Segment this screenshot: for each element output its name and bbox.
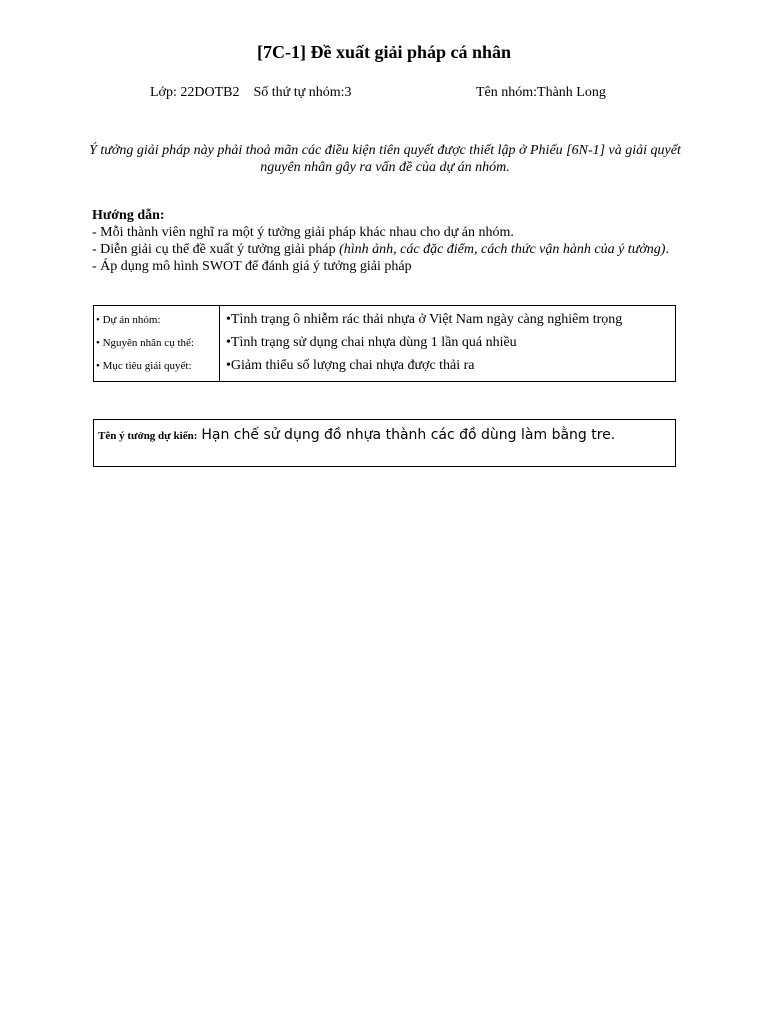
guide-item-1: - Mỗi thành viên nghĩ ra một ý tưởng giải pháp khác nhau cho dự án nhóm. (92, 225, 514, 240)
guide-item-3: - Áp dụng mô hình SWOT để đánh giá ý tưởng giải pháp (92, 259, 412, 274)
group-number: Số thứ tự nhóm:3 (253, 85, 352, 100)
idea-value: Hạn chế sử dụng đồ nhựa thành các đồ dùng làm bằng tre. (201, 427, 616, 443)
table-row-label: • Dự án nhóm: (96, 314, 161, 326)
class-label: Lớp: 22DOTB2 (150, 85, 240, 100)
page-title: [7C-1] Đề xuất giải pháp cá nhân (256, 42, 512, 62)
table-row-value: •Tình trạng ô nhiễm rác thải nhựa ở Việt Nam ngày càng nghiêm trọng (226, 312, 623, 327)
table-row-label: • Nguyên nhân cụ thể: (96, 337, 194, 349)
guide-heading: Hướng dẫn: (92, 208, 165, 223)
idea-label: Tên ý tưởng dự kiến: (98, 430, 198, 442)
intro-text: Ý tưởng giải pháp này phải thoả mãn các điều kiện tiên quyết được thiết lập ở Phiếu [6N-1] và giải quyết nguyên nhân gây ra vấn đề của dự án nhóm. (89, 143, 681, 175)
guide-item-2-italic: (hình ảnh, các đặc điểm, cách thức vận hành của ý tưởng) (339, 242, 666, 257)
group-name: Tên nhóm:Thành Long (476, 85, 606, 100)
project-info-table (93, 305, 676, 382)
table-row-value: •Giảm thiểu số lượng chai nhựa được thải ra (226, 358, 475, 373)
table-row-label: • Mục tiêu giải quyết: (96, 360, 192, 372)
table-value-column (220, 306, 675, 381)
guide-item-2-text: - Diễn giải cụ thể đề xuất ý tưởng giải pháp (92, 242, 340, 257)
table-row-value: •Tình trạng sử dụng chai nhựa dùng 1 lần quá nhiều (226, 335, 517, 350)
guide-item-2-suffix: . (665, 242, 669, 257)
guide-item-2 (92, 241, 680, 258)
guide-section (92, 207, 680, 275)
table-label-column (94, 306, 220, 381)
class-info (150, 85, 352, 101)
idea-name-box (93, 419, 676, 467)
